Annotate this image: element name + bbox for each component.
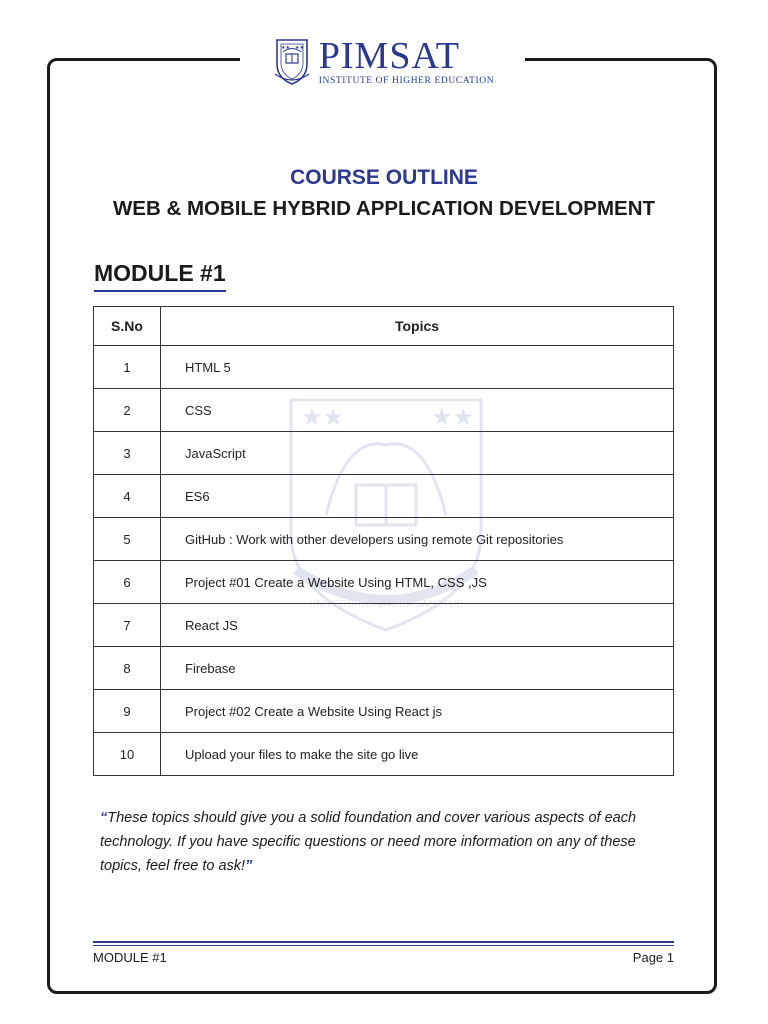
- svg-text:★★: ★★: [431, 404, 475, 431]
- row-sno: 1: [94, 346, 161, 389]
- row-sno: 7: [94, 604, 161, 647]
- table-row: [94, 604, 674, 647]
- brand-tagline: INSTITUTE OF HIGHER EDUCATION: [318, 75, 495, 86]
- table-row: [94, 647, 674, 690]
- row-topic: ES6: [161, 475, 674, 518]
- row-topic: Project #02 Create a Website Using React js: [161, 690, 674, 733]
- row-sno: 9: [94, 690, 161, 733]
- row-sno: 2: [94, 389, 161, 432]
- svg-text:★★: ★★: [301, 404, 345, 431]
- row-topic: Upload your files to make the site go live: [161, 733, 674, 776]
- row-topic: Project #01 Create a Website Using HTML, CSS ,JS: [161, 561, 674, 604]
- crest-icon: [271, 36, 313, 86]
- brand-name: PIMSAT: [318, 34, 460, 77]
- table-row: [94, 475, 674, 518]
- row-sno: 4: [94, 475, 161, 518]
- row-topic: Firebase: [161, 647, 674, 690]
- table-row: [94, 346, 674, 389]
- quote-text: These topics should give you a solid foundation and cover various aspects of each technology. If you have specific questions or need more information on any of these topics, feel free to ask!: [100, 810, 637, 874]
- header-sno: S.No: [94, 307, 161, 346]
- row-topic: CSS: [161, 389, 674, 432]
- footer-page-number: Page 1: [632, 950, 674, 965]
- header-logo: [240, 30, 525, 92]
- table-row: [94, 389, 674, 432]
- table-row: [94, 561, 674, 604]
- row-sno: 3: [94, 432, 161, 475]
- closing-quote: [100, 806, 680, 878]
- row-topic: JavaScript: [161, 432, 674, 475]
- table-header-row: [94, 307, 674, 346]
- footer-module-label: MODULE #1: [93, 950, 167, 965]
- table-row: [94, 690, 674, 733]
- course-name-heading: WEB & MOBILE HYBRID APPLICATION DEVELOPMENT: [112, 197, 656, 220]
- watermark-motto: UNIVERSITAS LITERA SANCTUS: [309, 599, 463, 610]
- table-row: [94, 518, 674, 561]
- topics-table: [93, 306, 674, 776]
- row-sno: 5: [94, 518, 161, 561]
- header-topics: Topics: [161, 307, 674, 346]
- module-title: MODULE #1: [94, 260, 226, 292]
- quote-open-mark: “: [100, 810, 108, 826]
- course-outline-heading: COURSE OUTLINE: [290, 166, 478, 189]
- row-topic: React JS: [161, 604, 674, 647]
- table-row: [94, 432, 674, 475]
- svg-text:★★: ★★: [294, 45, 304, 51]
- table-row: [94, 733, 674, 776]
- footer-divider-thin: [93, 945, 674, 946]
- footer-divider: [93, 941, 674, 943]
- row-sno: 10: [94, 733, 161, 776]
- row-topic: GitHub : Work with other developers using remote Git repositories: [161, 518, 674, 561]
- row-sno: 6: [94, 561, 161, 604]
- quote-close-mark: ”: [245, 858, 253, 874]
- svg-text:★★: ★★: [280, 45, 290, 51]
- row-sno: 8: [94, 647, 161, 690]
- row-topic: HTML 5: [161, 346, 674, 389]
